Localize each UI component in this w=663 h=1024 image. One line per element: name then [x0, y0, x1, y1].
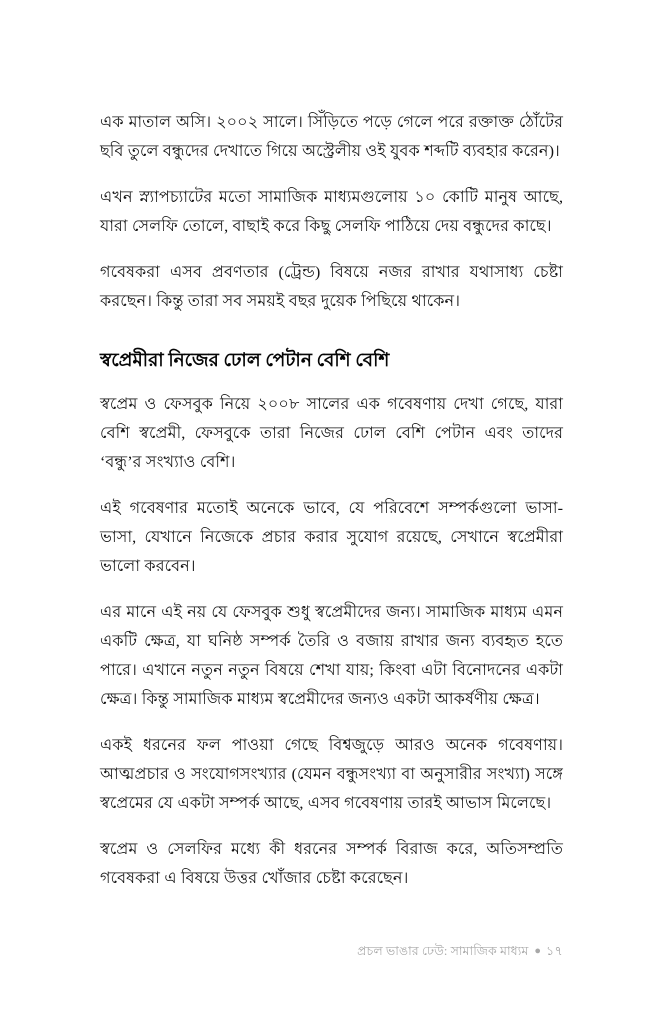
- body-paragraph: গবেষকরা এসব প্রবণতার (ট্রেন্ড) বিষয়ে নজর রাখার যথাসাধ্য চেষ্টা করছেন। কিন্তু তারা সব সময়ই বছর দুয়েক পিছিয়ে থাকেন।: [100, 263, 563, 310]
- page-text-column: [100, 108, 563, 893]
- body-paragraph: এই গবেষণার মতোই অনেকে ভাবে, যে পরিবেশে সম্পর্কগুলো ভাসা-ভাসা, যেখানে নিজেকে প্রচার করার সুযোগ রয়েছে, সেখানে স্বপ্রেমীরা ভালো করবেন।: [100, 499, 563, 575]
- body-paragraph: স্বপ্রেম ও ফেসবুক নিয়ে ২০০৮ সালের এক গবেষণায় দেখা গেছে, যারা বেশি স্বপ্রেমী, ফেসবুকে তারা নিজের ঢোল বেশি পেটান এবং তাদের ‘বন্ধু’র সংখ্যাও বেশি।: [100, 395, 563, 471]
- page-number: ১৭: [546, 944, 563, 958]
- section-heading: স্বপ্রেমীরা নিজের ঢোল পেটান বেশি বেশি: [100, 350, 390, 370]
- body-paragraph: এক মাতাল অসি। ২০০২ সালে। সিঁড়িতে পড়ে গেলে পরে রক্তাক্ত ঠোঁটের ছবি তুলে বন্ধুদের দেখাতে গিয়ে অস্ট্রেলীয় ওই যুবক শব্দটি ব্যবহার করেন)।: [100, 113, 563, 160]
- running-footer: [100, 942, 563, 960]
- footer-chapter-title: প্রচল ভাঙার ঢেউ: সামাজিক মাধ্যম: [357, 944, 529, 958]
- body-paragraph: এর মানে এই নয় যে ফেসবুক শুধু স্বপ্রেমীদের জন্য। সামাজিক মাধ্যম এমন একটি ক্ষেত্র, যা ঘনিষ্ঠ সম্পর্ক তৈরি ও বজায় রাখার জন্য ব্যবহৃত হতে পারে। এখানে নতুন নতুন বিষয়ে শেখা যায়; কিংবা এটা বিনোদনের একটা ক্ষেত্র। কিন্তু সামাজিক মাধ্যম স্বপ্রেমীদের জন্যও একটা আকর্ষণীয় ক্ষেত্র।: [100, 603, 563, 708]
- body-paragraph: একই ধরনের ফল পাওয়া গেছে বিশ্বজুড়ে আরও অনেক গবেষণায়। আত্মপ্রচার ও সংযোগসংখ্যার (যেমন বন্ধুসংখ্যা বা অনুসারীর সংখ্যা) সঙ্গে স্বপ্রেমের যে একটা সম্পর্ক আছে, এসব গবেষণায় তারই আভাস মিলেছে।: [100, 736, 563, 812]
- body-paragraph: এখন স্ন্যাপচ্যাটের মতো সামাজিক মাধ্যমগুলোয় ১০ কোটি মানুষ আছে, যারা সেলফি তোলে, বাছাই করে কিছু সেলফি পাঠিয়ে দেয় বন্ধুদের কাছে।: [100, 188, 563, 235]
- body-paragraph: স্বপ্রেম ও সেলফির মধ্যে কী ধরনের সম্পর্ক বিরাজ করে, অতিসম্প্রতি গবেষকরা এ বিষয়ে উত্তর খোঁজার চেষ্টা করেছেন।: [100, 840, 563, 887]
- footer-separator-bullet-icon: ●: [534, 945, 542, 957]
